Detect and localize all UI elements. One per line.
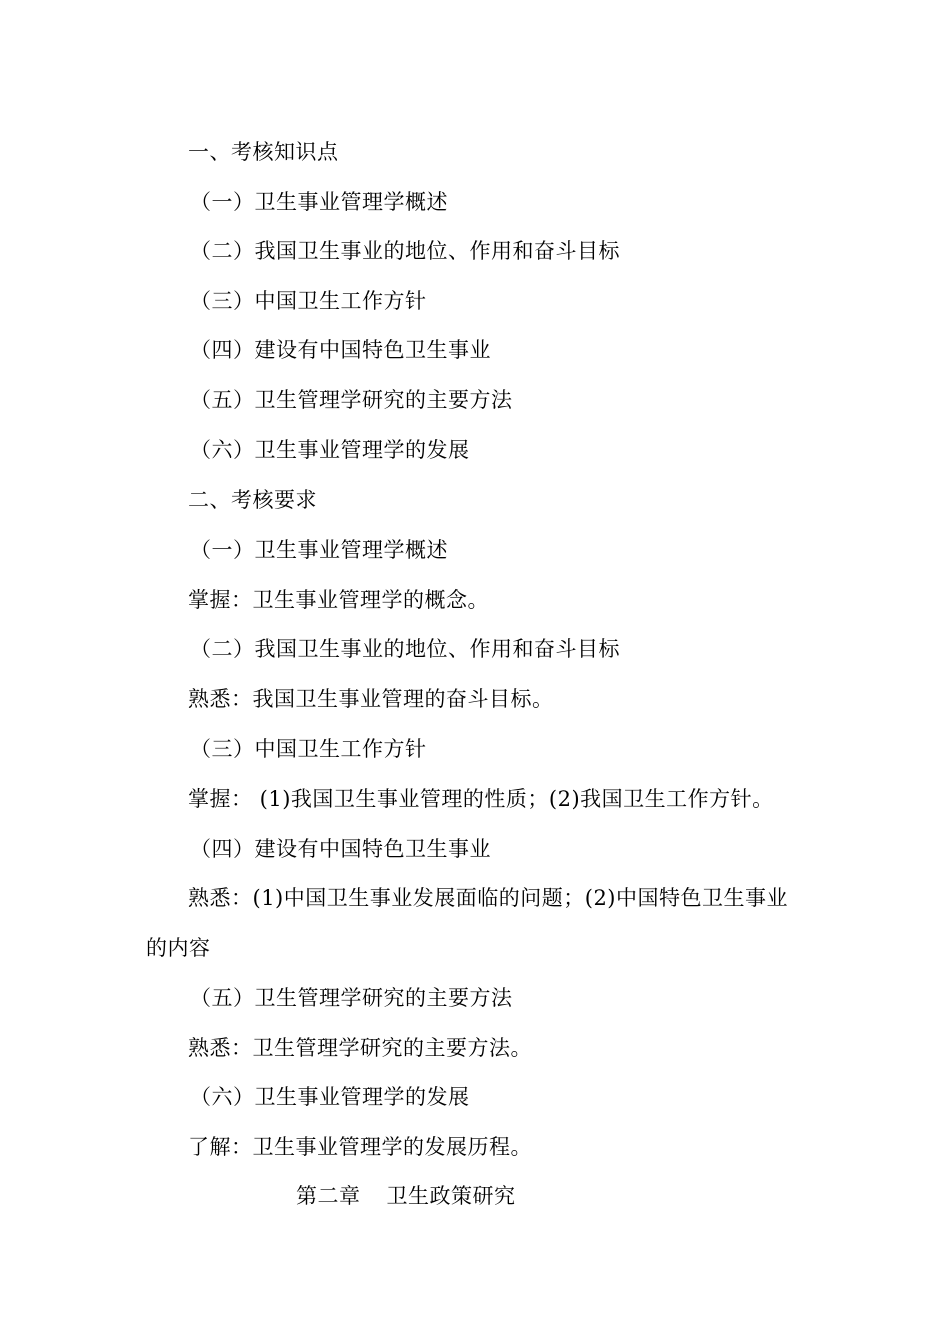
requirement-topic-1: （一）卫生事业管理学概述: [190, 538, 448, 562]
chapter-number: 第二章: [296, 1184, 361, 1208]
section-heading-requirements: 二、考核要求: [188, 488, 317, 512]
requirement-detail-5: 熟悉：卫生管理学研究的主要方法。: [188, 1036, 532, 1060]
knowledge-point-item-6: （六）卫生事业管理学的发展: [190, 438, 470, 462]
requirement-topic-4: （四）建设有中国特色卫生事业: [190, 837, 491, 861]
requirement-detail-4: 熟悉：(1)中国卫生事业发展面临的问题；(2)中国特色卫生事业: [188, 886, 788, 910]
requirement-detail-3: 掌握： (1)我国卫生事业管理的性质；(2)我国卫生工作方针。: [188, 787, 774, 811]
requirement-topic-2: （二）我国卫生事业的地位、作用和奋斗目标: [190, 637, 620, 661]
requirement-detail-2: 熟悉：我国卫生事业管理的奋斗目标。: [188, 687, 554, 711]
knowledge-point-item-1: （一）卫生事业管理学概述: [190, 190, 448, 214]
knowledge-point-item-2: （二）我国卫生事业的地位、作用和奋斗目标: [190, 239, 620, 263]
requirement-detail-1: 掌握：卫生事业管理学的概念。: [188, 588, 489, 612]
requirement-topic-5: （五）卫生管理学研究的主要方法: [190, 986, 513, 1010]
requirement-detail-4-continuation: 的内容: [146, 936, 211, 960]
chapter-name: 卫生政策研究: [386, 1184, 516, 1208]
knowledge-point-item-4: （四）建设有中国特色卫生事业: [190, 338, 491, 362]
knowledge-point-item-5: （五）卫生管理学研究的主要方法: [190, 388, 513, 412]
knowledge-point-item-3: （三）中国卫生工作方针: [190, 289, 427, 313]
requirement-topic-6: （六）卫生事业管理学的发展: [190, 1085, 470, 1109]
requirement-topic-3: （三）中国卫生工作方针: [190, 737, 427, 761]
requirement-detail-6: 了解：卫生事业管理学的发展历程。: [188, 1135, 532, 1159]
chapter-title: [296, 1182, 516, 1210]
section-heading-knowledge-points: 一、考核知识点: [188, 140, 339, 164]
